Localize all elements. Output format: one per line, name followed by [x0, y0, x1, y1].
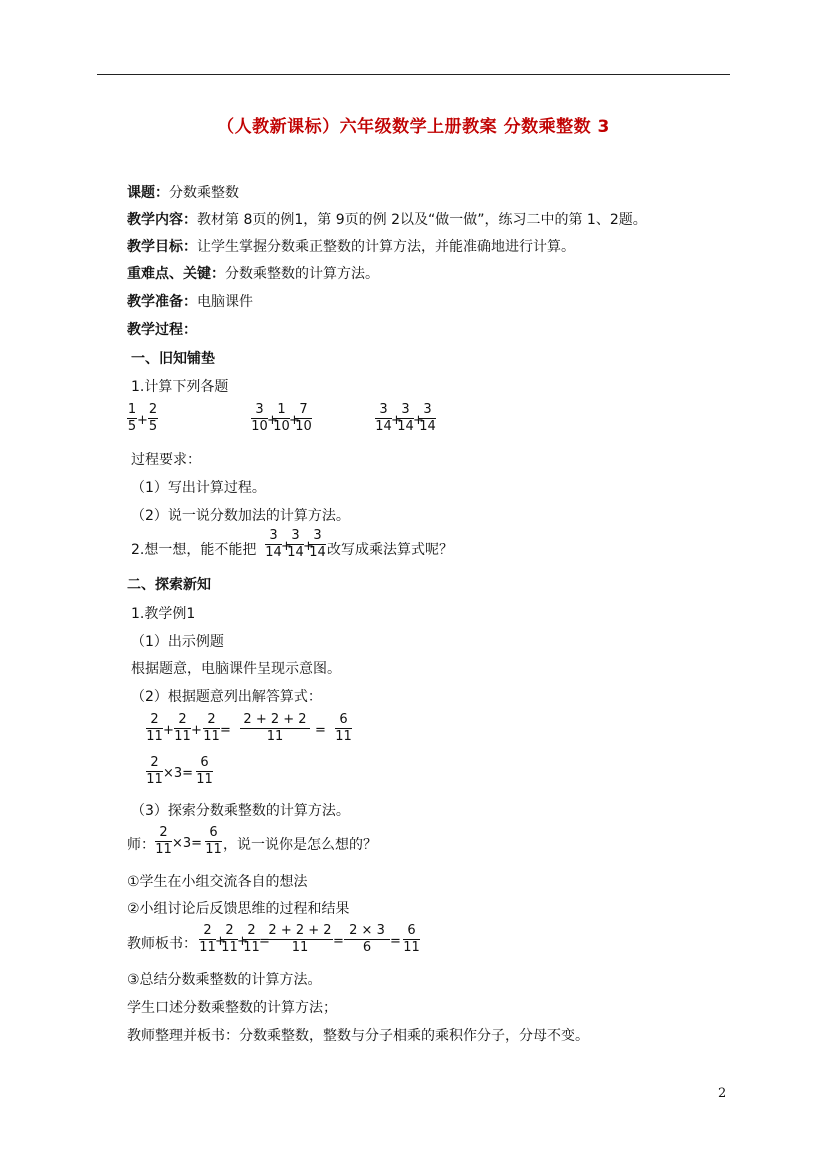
teacher-prompt-pre: 师： [127, 837, 155, 853]
fraction: 3 14 [309, 528, 326, 560]
fraction: 2 11 [221, 923, 238, 955]
times-three: ×3= [163, 766, 194, 781]
fraction: 2 + 2 + 2 11 [268, 923, 332, 955]
board-label: 教师板书： [127, 936, 197, 952]
process-requirement: 过程要求： [131, 452, 201, 468]
plus-sign: + [391, 413, 402, 428]
equals-sign: = [390, 934, 401, 949]
field-content: 教学内容：教材第 8页的例1，第 9页的例 2以及“做一做”，练习二中的第 1、2题。 [127, 212, 647, 228]
fraction: 2 × 3 6 [344, 924, 390, 955]
question-2-pre: 2.想一想，能不能把 [131, 542, 257, 558]
plus-sign: + [413, 413, 424, 428]
teacher-board-summary: 教师整理并板书：分数乘整数，整数与分子相乘的乘积作分子，分母不变。 [127, 1028, 589, 1044]
fraction: 7 10 [295, 402, 312, 434]
teacher-prompt-post: ，说一说你是怎么想的？ [223, 837, 377, 853]
fraction: 6 11 [205, 825, 222, 857]
section2-heading: 二、探索新知 [127, 577, 211, 593]
fraction: 2 11 [203, 712, 220, 744]
fraction: 2 11 [199, 923, 216, 955]
page-number: 2 [718, 1086, 727, 1101]
header-rule [97, 74, 730, 75]
document-title: （人教新课标）六年级数学上册教案 分数乘整数 3 [217, 117, 610, 137]
plus-sign: + [191, 723, 202, 738]
section1-heading: 一、旧知铺垫 [131, 351, 215, 367]
requirement-2: （2）说一说分数加法的计算方法。 [131, 508, 350, 524]
question-2-post: 改写成乘法算式呢？ [327, 542, 453, 558]
fraction: 3 14 [397, 402, 414, 434]
section1-item1: 1.计算下列各题 [131, 379, 229, 395]
fraction: 2 11 [146, 712, 163, 744]
equals-sign: = [259, 934, 270, 949]
fraction: 2 11 [155, 825, 172, 857]
field-goal: 教学目标：让学生掌握分数乘正整数的计算方法，并能准确地进行计算。 [127, 239, 575, 255]
fraction: 3 14 [419, 402, 436, 434]
fraction: 6 11 [196, 755, 213, 787]
fraction: 6 11 [335, 712, 352, 744]
plus-sign: + [267, 413, 278, 428]
times-three: ×3= [172, 836, 203, 851]
section2-show: （1）出示例题 [131, 634, 224, 650]
fraction: 2 11 [146, 755, 163, 787]
fraction: 1 5 [127, 402, 137, 434]
section2-diagram: 根据题意，电脑课件呈现示意图。 [131, 661, 341, 677]
fraction: 3 14 [265, 528, 282, 560]
step-2: ②小组讨论后反馈思维的过程和结果 [127, 901, 350, 917]
step-3: ③总结分数乘整数的计算方法。 [127, 972, 322, 988]
student-recite: 学生口述分数乘整数的计算方法； [127, 1000, 337, 1016]
fraction: 1 10 [273, 402, 290, 434]
fraction: 2 5 [148, 402, 158, 434]
field-keypoint: 重难点、关键：分数乘整数的计算方法。 [127, 266, 379, 282]
fraction: 6 11 [403, 923, 420, 955]
section2-item1: 1.教学例1 [131, 606, 196, 622]
plus-sign: + [137, 413, 148, 428]
plus-sign: + [237, 934, 248, 949]
field-prep: 教学准备：电脑课件 [127, 294, 253, 310]
field-process: 教学过程： [127, 322, 197, 338]
fraction: 3 14 [375, 402, 392, 434]
fraction: 2 11 [243, 923, 260, 955]
plus-sign: + [281, 539, 292, 554]
plus-sign: + [163, 723, 174, 738]
equals-sign: = [333, 934, 344, 949]
plus-sign: + [303, 539, 314, 554]
fraction: 3 10 [251, 402, 268, 434]
equals-sign: = [220, 723, 231, 738]
section2-explore: （3）探索分数乘整数的计算方法。 [131, 803, 350, 819]
fraction: 2 + 2 + 2 11 [240, 713, 310, 744]
equals-sign: = [315, 723, 326, 738]
plus-sign: + [215, 934, 226, 949]
fraction: 2 11 [174, 712, 191, 744]
fraction: 3 14 [287, 528, 304, 560]
plus-sign: + [289, 413, 300, 428]
field-topic: 课题：分数乘整数 [127, 185, 239, 201]
requirement-1: （1）写出计算过程。 [131, 480, 266, 496]
section2-formula: （2）根据题意列出解答算式： [131, 689, 322, 705]
step-1: ①学生在小组交流各自的想法 [127, 874, 308, 890]
